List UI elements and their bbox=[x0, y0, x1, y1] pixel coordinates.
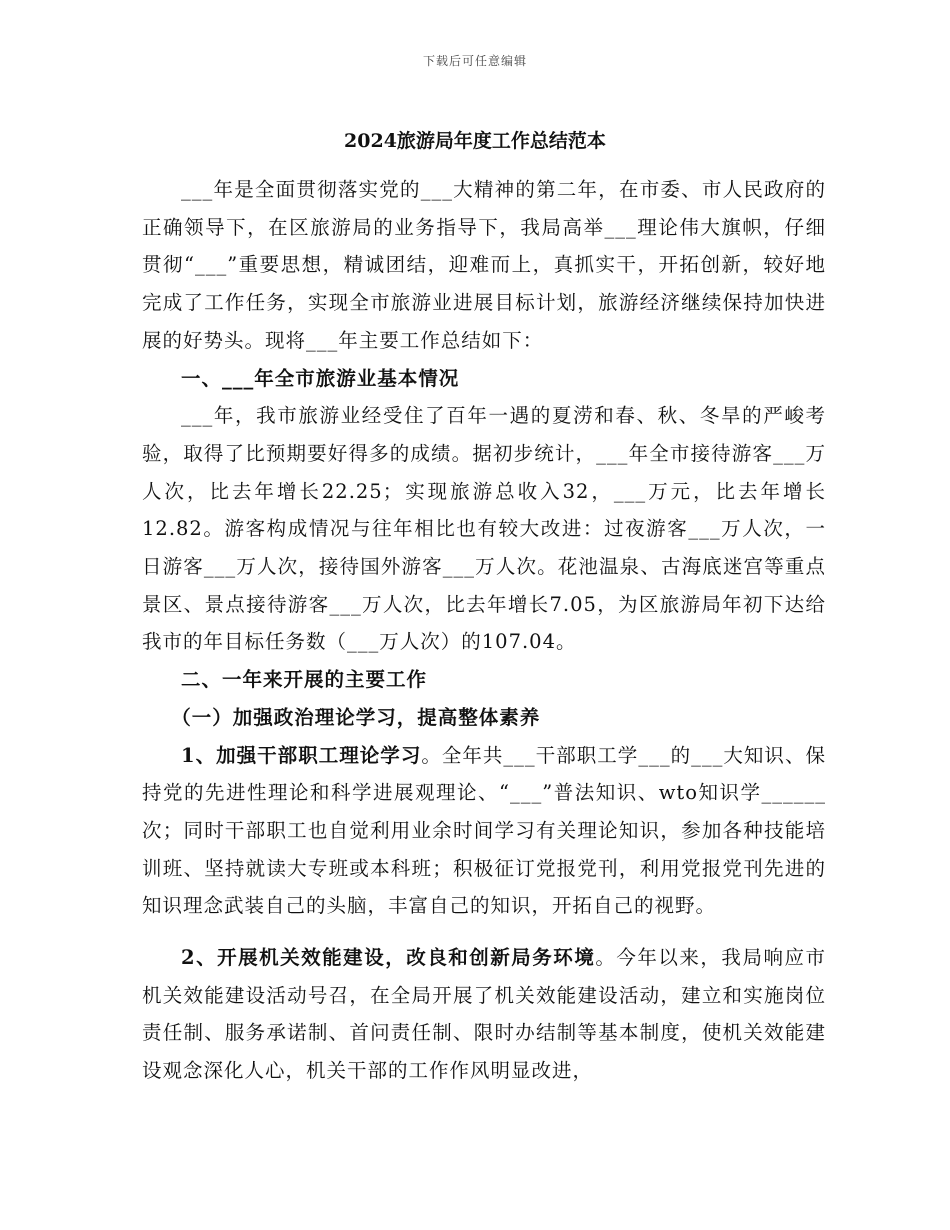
section-2-heading: 二、一年来开展的主要工作 bbox=[181, 668, 428, 692]
document-body bbox=[142, 171, 826, 1090]
intro-paragraph: ___年是全面贯彻落实党的___大精神的第二年，在市委、市人民政府的正确领导下，在区旅游局的业务指导下，我局高举___理论伟大旗帜，仔细贯彻“___”重要思想，精诚团结，迎难而上，真抓实干，开拓创新，较好地完成了工作任务，实现全市旅游业进展目标计划，旅游经济继续保持加快进展的好势头。现将___年主要工作总结如下： bbox=[142, 178, 826, 352]
item-1-paragraph bbox=[142, 737, 826, 926]
item-2-body: 。今年以来，我局响应市机关效能建设活动号召，在全局开展了机关效能建设活动，建立和实施岗位责任制、服务承诺制、首问责任制、限时办结制等基本制度，使机关效能建设观念深化人心，机关干部的工作作风明显改进， bbox=[142, 946, 826, 1083]
section-1-heading: 一、___年全市旅游业基本情况 bbox=[181, 366, 460, 390]
item-2-paragraph bbox=[142, 939, 826, 1090]
document-title: 2024旅游局年度工作总结范本 bbox=[344, 130, 606, 152]
item-1-body: 。全年共___干部职工学___的___大知识、保持党的先进性理论和科学进展观理论、“___”普法知识、wto知识学______次；同时干部职工也自觉利用业余时间学习有关理论知识，参加各种技能培训班、坚持就读大专班或本科班；积极征订党报党刊，利用党报党刊先进的知识理念武装自己的头脑，丰富自己的知识，开拓自己的视野。 bbox=[142, 743, 826, 918]
page-header-note: 下载后可任意编辑 bbox=[422, 54, 527, 68]
item-1-lead: 1、加强干部职工理论学习 bbox=[181, 743, 422, 767]
subsection-1-heading: （一）加强政治理论学习，提高整体素养 bbox=[171, 705, 541, 729]
item-2-lead: 2、开展机关效能建设，改良和创新局务环境 bbox=[181, 946, 596, 970]
section-1-paragraph: ___年，我市旅游业经受住了百年一遇的夏涝和春、秋、冬旱的严峻考验，取得了比预期要好得多的成绩。据初步统计，___年全市接待游客___万人次，比去年增长22.25；实现旅游总收入32，___万元，比去年增长12.82。游客构成情况与往年相比也有较大改进：过夜游客___万人次，一日游客___万人次，接待国外游客___万人次。花池温泉、古海底迷宫等重点景区、景点接待游客___万人次，比去年增长7.05，为区旅游局年初下达给我市的年目标任务数（___万人次）的107.04。 bbox=[142, 404, 826, 654]
